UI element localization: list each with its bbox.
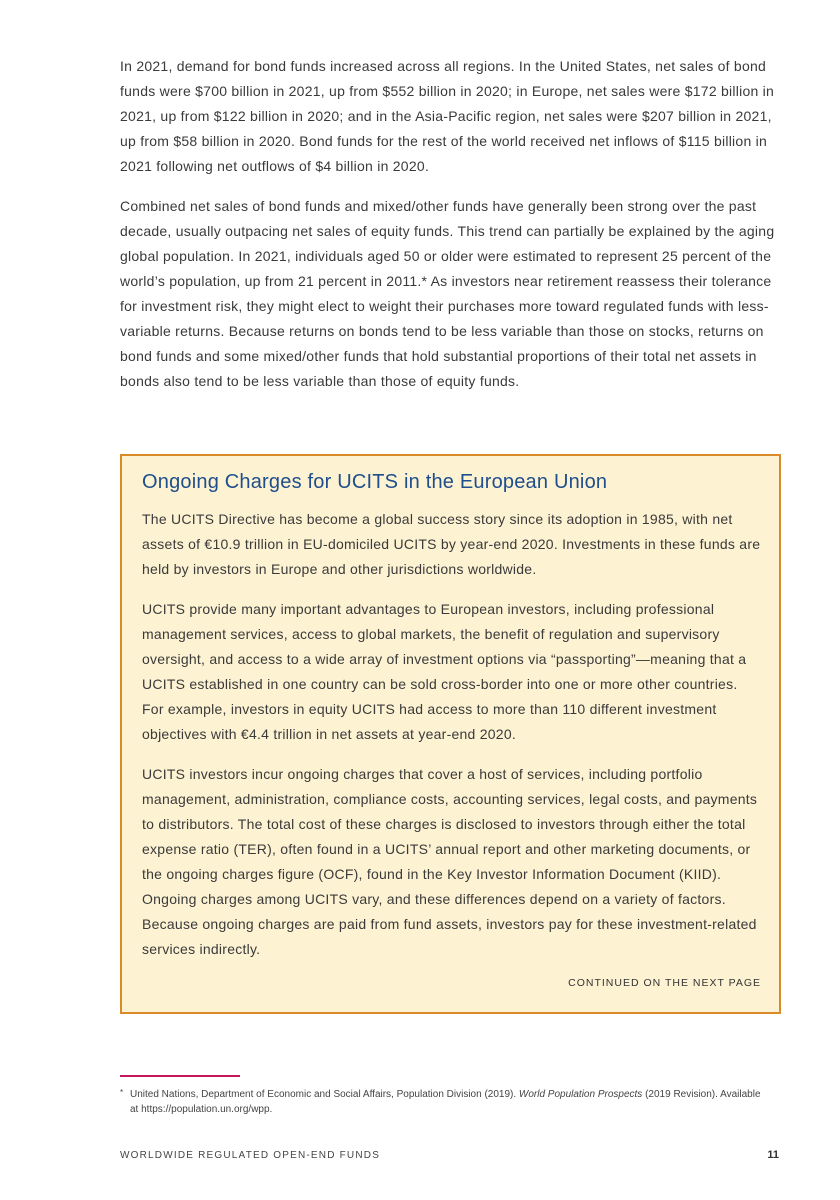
callout-paragraph-ongoing-charges: UCITS investors incur ongoing charges that cover a host of services, including portfolio management, administration, compliance costs, accounting services, legal costs, and payments to distributors. The total cost of these charges is disclosed to investors through either the total expense ratio (TER), often found in a UCITS’ annual report and other marketing documents, or the ongoing charges figure (OCF), found in the Key Investor Information Document (KIID). Ongoing charges among UCITS vary, and these differences depend on a variety of factors. Because ongoing charges are paid from fund assets, investors pay for these investment-related services indirectly.: [142, 766, 758, 957]
footnote: [120, 1087, 770, 1117]
callout-title: Ongoing Charges for UCITS in the European Union: [142, 471, 608, 493]
callout-paragraph-ucits-directive: The UCITS Directive has become a global success story since its adoption in 1985, with net assets of €10.9 trillion in EU-domiciled UCITS by year-end 2020. Investments in these funds are held by investors in Europe and other jurisdictions worldwide.: [142, 511, 761, 577]
footnote-marker: *: [120, 1088, 124, 1097]
footnote-divider: [120, 1075, 240, 1077]
running-footer-title: WORLDWIDE REGULATED OPEN-END FUNDS: [120, 1150, 381, 1161]
ucits-callout-box: [120, 454, 781, 1014]
footnote-text-after: (2019 Revision). Available at https://population.un.org/wpp.: [130, 1089, 761, 1115]
page-number: 11: [767, 1149, 779, 1161]
callout-paragraph-ucits-advantages: UCITS provide many important advantages to European investors, including professional management services, access to global markets, the benefit of regulation and supervisory oversight, and access to a wide array of investment options via “passporting”—meaning that a UCITS established in one country can be sold cross-border into one or more other countries. For example, investors in equity UCITS had access to more than 110 different investment objectives with €4.4 trillion in net assets at year-end 2020.: [142, 601, 747, 742]
continued-next-page-note: CONTINUED ON THE NEXT PAGE: [568, 977, 761, 989]
footnote-text-before: United Nations, Department of Economic and Social Affairs, Population Division (2019).: [130, 1089, 519, 1100]
footnote-publication-title: World Population Prospects: [518, 1089, 643, 1100]
footnote-text: [130, 1087, 770, 1117]
body-paragraph-combined-net-sales: Combined net sales of bond funds and mixed/other funds have generally been strong over the past decade, usually outpacing net sales of equity funds. This trend can partially be explained by the aging global population. In 2021, individuals aged 50 or older were estimated to represent 25 percent of the world’s population, up from 21 percent in 2011.* As investors near retirement reassess their tolerance for investment risk, they might elect to weight their purchases more toward regulated funds with less-variable returns. Because returns on bonds tend to be less variable than those on stocks, returns on bond funds and some mixed/other funds that hold substantial proportions of their total net assets in bonds also tend to be less variable than those of equity funds.: [120, 198, 775, 389]
body-paragraph-bond-fund-demand: In 2021, demand for bond funds increased across all regions. In the United States, net sales of bond funds were $700 billion in 2021, up from $552 billion in 2020; in Europe, net sales were $172 billion in 2021, up from $122 billion in 2020; and in the Asia-Pacific region, net sales were $207 billion in 2021, up from $58 billion in 2020. Bond funds for the rest of the world received net inflows of $115 billion in 2021 following net outflows of $4 billion in 2020.: [120, 58, 775, 174]
